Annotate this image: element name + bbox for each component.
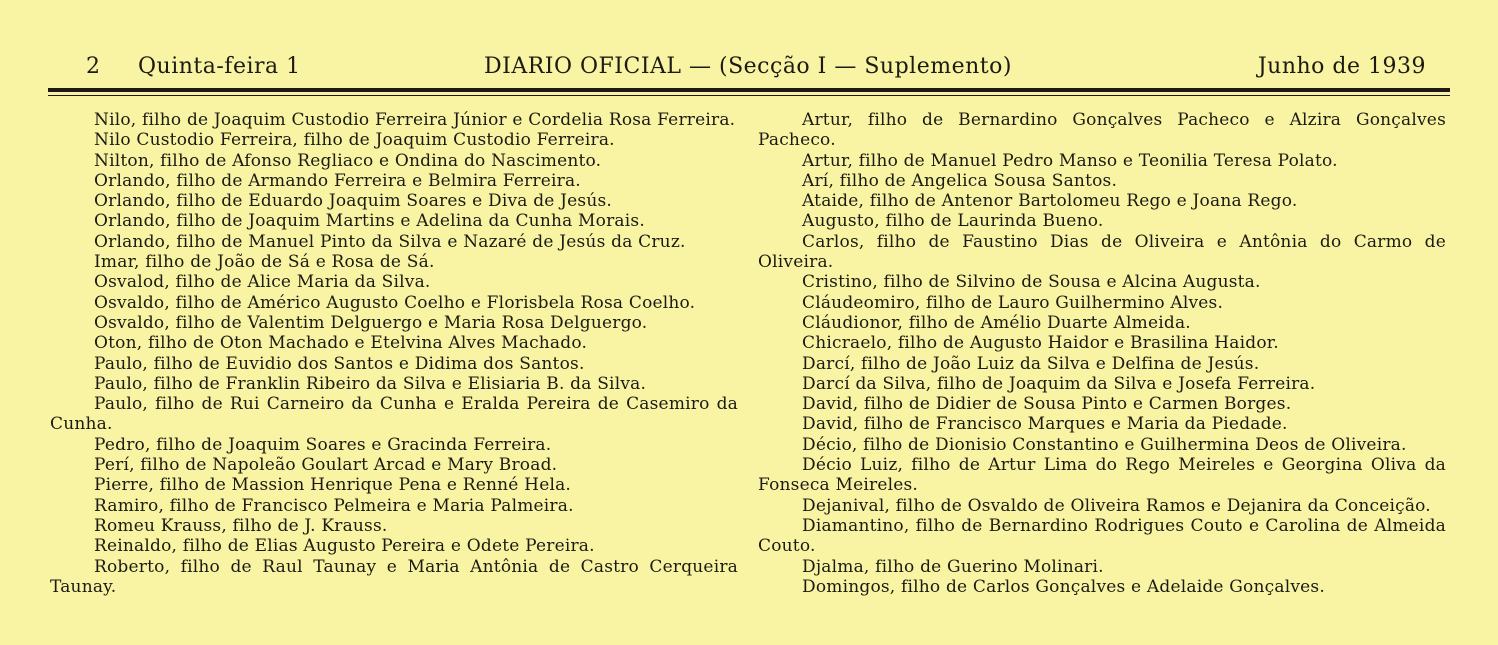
registry-entry: Carlos, filho de Faustino Dias de Oliveira e Antônia do Carmo de Oliveira. [758,231,1446,273]
registry-entry: Dejanival, filho de Osvaldo de Oliveira Ramos e Dejanira da Conceição. [802,495,1431,516]
publication-title: DIARIO OFICIAL — (Secção I — Suplemento) [484,54,1012,79]
registry-entry: Cláudionor, filho de Amélio Duarte Almeida. [802,312,1191,333]
registry-entry: Roberto, filho de Raul Taunay e Maria Antônia de Castro Cerqueira Taunay. [50,556,738,597]
issue-date: Junho de 1939 [1257,54,1426,79]
registry-entry: Orlando, filho de Manuel Pinto da Silva e Nazaré de Jesús da Cruz. [94,231,686,252]
registry-entry: Domingos, filho de Carlos Gonçalves e Adelaide Gonçalves. [802,576,1325,597]
registry-entry: David, filho de Didier de Sousa Pinto e Carmen Borges. [802,394,1292,415]
left-column [50,110,738,597]
registry-entry: Orlando, filho de Eduardo Joaquim Soares e Diva de Jesús. [94,191,613,212]
registry-entry: Augusto, filho de Laurinda Bueno. [802,211,1104,232]
registry-entry: Romeu Krauss, filho de J. Krauss. [94,515,388,536]
registry-entry: Ramiro, filho de Francisco Pelmeira e Maria Palmeira. [94,495,574,516]
registry-entry: Orlando, filho de Joaquim Martins e Adelina da Cunha Morais. [94,211,645,232]
page-number: 2 [86,54,101,79]
registry-entry: Osvaldo, filho de Américo Augusto Coelho e Florisbela Rosa Coelho. [94,292,696,313]
registry-entry: Nilo Custodio Ferreira, filho de Joaquim Custodio Ferreira. [94,130,615,151]
registry-entry: Paulo, filho de Euvidio dos Santos e Didima dos Santos. [94,353,585,374]
registry-entry: Nilton, filho de Afonso Regliaco e Ondina do Nascimento. [94,150,602,171]
registry-entry: Chicraelo, filho de Augusto Haidor e Brasilina Haidor. [802,333,1279,354]
registry-entry: Oton, filho de Oton Machado e Etelvina Alves Machado. [94,333,588,354]
issue-day: Quinta-feira 1 [138,54,301,79]
registry-entry: Artur, filho de Bernardino Gonçalves Pacheco e Alzira Gonçalves Pacheco. [758,110,1446,151]
registry-entry: Décio, filho de Dionisio Constantino e Guilhermina Deos de Oliveira. [802,434,1407,455]
registry-entry: Orlando, filho de Armando Ferreira e Belmira Ferreira. [94,170,581,191]
header-rule [48,88,1450,92]
registry-entry: Paulo, filho de Franklin Ribeiro da Silva e Elisiaria B. da Silva. [94,373,647,394]
registry-entry: Osvalod, filho de Alice Maria da Silva. [94,272,431,293]
registry-entry: Artur, filho de Manuel Pedro Manso e Teonilia Teresa Polato. [802,150,1338,171]
right-column [758,110,1446,597]
registry-entry: Darcí da Silva, filho de Joaquim da Silva e Josefa Ferreira. [802,373,1316,394]
registry-entry: Nilo, filho de Joaquim Custodio Ferreira Júnior e Cordelia Rosa Ferreira. [94,110,736,130]
registry-entry: Reinaldo, filho de Elias Augusto Pereira e Odete Pereira. [94,536,595,557]
registry-entry: Arí, filho de Angelica Sousa Santos. [802,170,1118,191]
registry-entry: Perí, filho de Napoleão Goulart Arcad e Mary Broad. [94,455,558,476]
registry-entry: Pedro, filho de Joaquim Soares e Gracinda Ferreira. [94,434,552,455]
registry-entry: Paulo, filho de Rui Carneiro da Cunha e Eralda Pereira de Casemiro da Cunha. [50,394,738,435]
registry-entry: David, filho de Francisco Marques e Maria da Piedade. [802,414,1288,435]
registry-entry: Imar, filho de João de Sá e Rosa de Sá. [94,252,435,273]
registry-entry: Osvaldo, filho de Valentim Delguergo e Maria Rosa Delguergo. [94,312,648,333]
page-header [86,54,1426,88]
registry-entry: Diamantino, filho de Bernardino Rodrigues Couto e Carolina de Almeida Couto. [758,515,1446,557]
registry-entry: Cristino, filho de Silvino de Sousa e Alcina Augusta. [802,272,1261,293]
registry-entry: Pierre, filho de Massion Henrique Pena e Renné Hela. [94,475,572,496]
registry-entry: Décio Luiz, filho de Artur Lima do Rego Meireles e Georgina Oliva da Fonseca Meireles. [758,455,1446,496]
registry-entry: Ataide, filho de Antenor Bartolomeu Rego e Joana Rego. [802,191,1298,212]
registry-entry: Djalma, filho de Guerino Molinari. [802,556,1104,577]
header-rule-thin [48,95,1450,96]
registry-entry: Darcí, filho de João Luiz da Silva e Delfina de Jesús. [802,353,1260,374]
registry-entry: Cláudeomiro, filho de Lauro Guilhermino Alves. [802,292,1224,313]
